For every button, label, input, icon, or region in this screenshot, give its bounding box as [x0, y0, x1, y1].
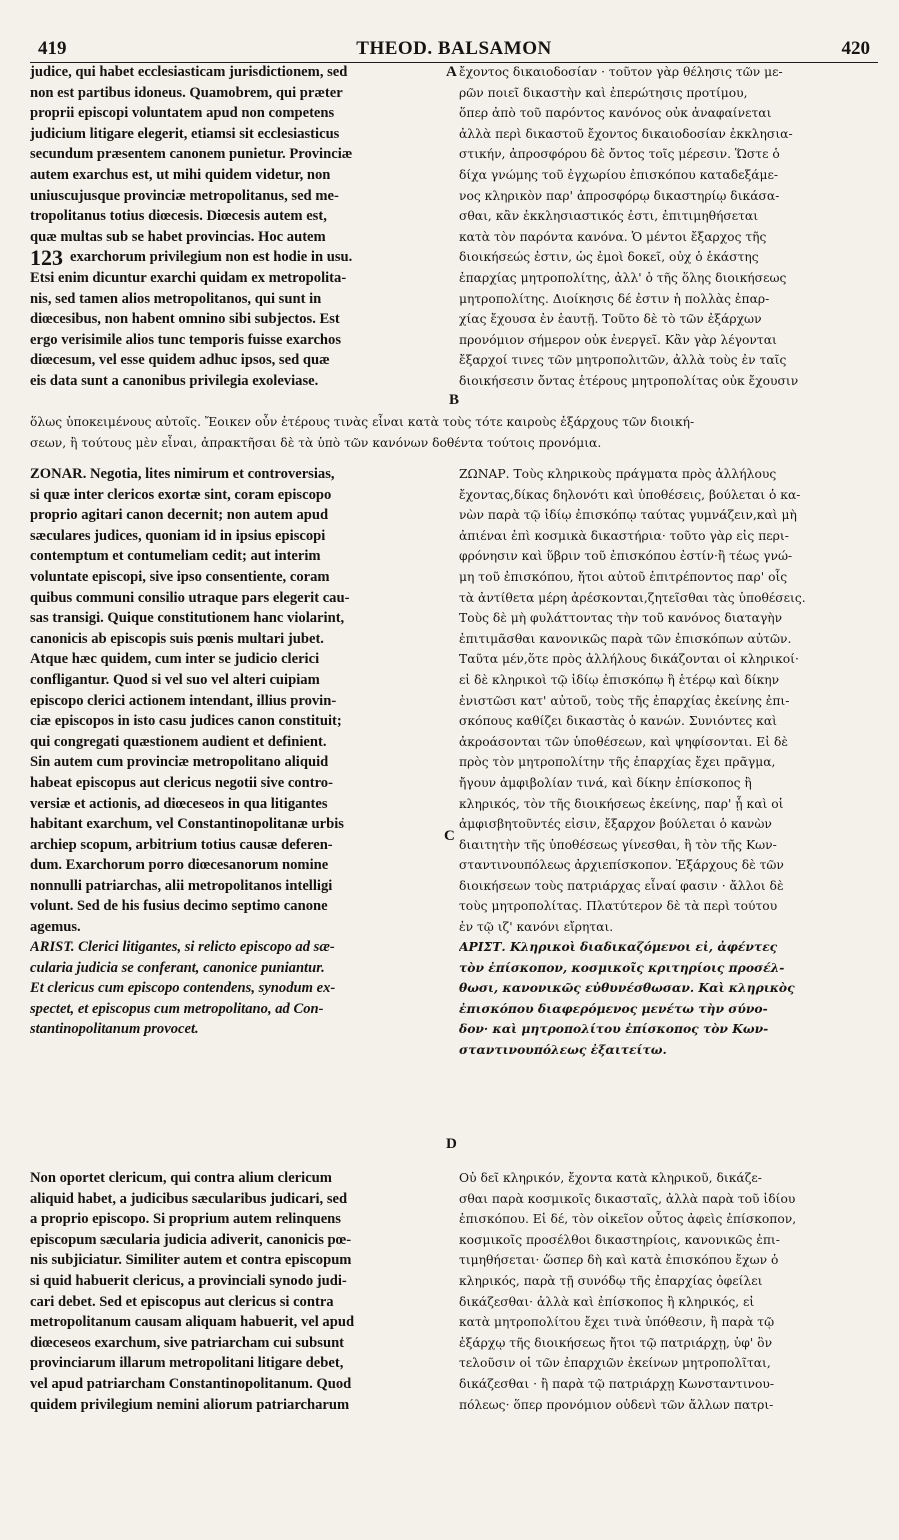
text-line: ἐνιστῶσι κατ' αὐτοῦ, τοὺς τῆς ἐπαρχίας ἐκείνης ἐπι- — [459, 693, 790, 708]
running-title: THEOD. BALSAMON — [356, 38, 552, 59]
text-line: φρόνησιν καὶ ὕβριν τοῦ ἐπισκόπου ἐστίν·ἢ τέως γνώ- — [459, 549, 793, 564]
text-line: ἤγουν ἀμφιβολίαν τινά, καὶ δίκην ἐπίσκοπος ἢ — [459, 775, 752, 790]
running-header — [28, 38, 880, 64]
text-line: πόλεως· ὅπερ προνόμιον οὐδενὶ τῶν ἄλλων πατρι- — [459, 1397, 774, 1412]
text-line: ἐπισκόπου διαφερόμενος μενέτω τὴν σύνο- — [459, 1000, 768, 1016]
text-line: diœcesibus, non habent omnino sibi subjectos. Est — [30, 311, 340, 328]
text-line: διοικήσεων τοὺς πατριάρχας εἶναί φασιν · ἄλλοι δὲ — [459, 878, 784, 893]
text-line: διοικήσεώς ἐστιν, ὡς ἐμοὶ δοκεῖ, οὐχ ὁ ἑκάστης — [459, 250, 759, 265]
text-line: θωσι, κανονικῶς εὐθυνέσθωσαν. Καὶ κληρικὸς — [459, 980, 795, 996]
text-line: judicium litigare elegerit, etiamsi sit ecclesiasticus — [30, 125, 340, 142]
text-line: Οὐ δεῖ κληρικόν, ἔχοντα κατὰ κληρικοῦ, δικάζε- — [459, 1171, 762, 1185]
text-line: ἔχοντος δικαιοδοσίαν · τοῦτον γὰρ θέλησις τῶν με- — [459, 65, 783, 79]
text-line: contemptum et contumeliam cedit; aut interim — [30, 548, 321, 565]
text-line: νος κληρικὸν παρ' ἀπροσφόρῳ δικαστηρίῳ δικάσα- — [459, 188, 780, 203]
latin-commentary-top — [30, 62, 440, 392]
text-line: ὅπερ ἀπὸ τοῦ παρόντος κανόνος οὐκ ἀναφαίνεται — [459, 106, 772, 121]
text-line: Ταῦτα μέν,ὅτε πρὸς ἀλλήλους δικάζονται οἱ κληρικοί· — [459, 652, 799, 667]
text-line: archiep scopum, arbitrium totius causæ deferen- — [30, 836, 333, 853]
text-line: εἰ δὲ κληρικοὶ τῷ ἰδίῳ ἐπισκόπῳ ἢ ἑτέρῳ καὶ δίκην — [459, 672, 780, 687]
text-line: ΑΡΙΣΤ. Κληρικοὶ διαδικαζόμενοι εἰ, ἀφέντες — [459, 939, 778, 954]
text-line: ARIST. Clerici litigantes, si relicto episcopo ad sæ- — [30, 939, 335, 955]
greek-commentary-top — [459, 62, 879, 392]
text-line: ἔχοντας,δίκας δηλονότι καὶ ὑποθέσεις, βούλεται ὁ κα- — [459, 487, 801, 502]
text-line: ciæ episcopos in isto casu judices canon constituit; — [30, 713, 342, 730]
text-line: secundum præsentem canonem punietur. Provinciæ — [30, 146, 353, 163]
text-line: ρῶν ποιεῖ δικαστὴν καὶ ἐπερώτησις προτίμου, — [459, 85, 748, 100]
text-line: ἀμφισβητοῦντές εἰσιν, ἔξαρχον βούλεται ὁ κανὼν — [459, 817, 772, 832]
greek-aristenus-summary — [459, 937, 879, 1061]
text-line: Atque hæc quidem, cum inter se judicio clerici — [30, 651, 320, 668]
text-line: Τοὺς δὲ μὴ φυλάττοντας τὴν τοῦ κανόνος διαταγὴν — [459, 611, 783, 626]
text-line: a proprio episcopo. Si proprium autem relinquens — [30, 1211, 341, 1228]
text-line: spectet, et episcopus cum metropolitano, ad Con- — [30, 1000, 324, 1017]
text-line: σκόπους καθίζει δικαστὰς ὁ κανών. Συνιόντες καὶ — [459, 714, 777, 729]
section-marker-c: C — [444, 828, 455, 844]
page-number-right: 420 — [841, 38, 870, 59]
text-line: nonnulli patriarchas, alii metropolitanos intelligi — [30, 877, 333, 894]
text-line: stantinopolitanum provocet. — [30, 1021, 199, 1038]
text-line: τελοῦσιν οἱ τῶν ἐπαρχιῶν ἐκείνων μητροπολῖται, — [459, 1356, 771, 1371]
text-line: habitant exarchum, vel Constantinopolitanæ urbis — [30, 816, 344, 833]
text-line: ergo verisimile alios tunc temporis fuisse exarchos — [30, 331, 342, 348]
text-line: στικήν, ἀπροσφόρου δὲ ὄντος τοῖς μέρεσιν. Ὥστε ὁ — [459, 147, 780, 162]
text-line: volunt. Sed de his fusius decimo septimo canone — [30, 898, 328, 915]
text-line: voluntate episcopi, sive ipso consentiente, coram — [30, 568, 330, 585]
text-line: aliquid habet, a judicibus sæcularibus judicari, sed — [30, 1190, 348, 1207]
section-marker-a: A — [446, 64, 457, 80]
text-line: Non oportet clericum, qui contra alium clericum — [30, 1170, 332, 1186]
text-line: δικάζεσθαι· ἀλλὰ καὶ ἐπίσκοπος ἢ κληρικός, εἰ — [459, 1294, 755, 1309]
text-line: versiæ et actionis, ad diœceseos in qua litigantes — [30, 795, 328, 812]
text-line: τοὺς μητροπολίτας. Πλατύτερον δὲ τὰ περὶ τούτου — [459, 899, 778, 914]
text-line: σεων, ἢ τούτους μὲν εἶναι, ἀπρακτῆσαι δὲ τὰ ὑπὸ τῶν κανόνων δοθέντα τούτοις προνόμια. — [30, 435, 602, 450]
text-line: σθαι, κἂν ἐκκλησιαστικός ἐστι, ἐπιτιμηθήσεται — [459, 209, 759, 224]
text-line: si quæ inter clericos exortæ sint, coram episcopo — [30, 486, 332, 503]
text-line: δίχα γνώμης τοῦ ἐγχωρίου ἐπισκόπου καταδεξάμε- — [459, 167, 779, 182]
greek-commentary-bottom — [459, 1168, 879, 1415]
text-line: ZONAR. Negotia, lites nimirum et controversias, — [30, 466, 335, 482]
text-line: habeat episcopus aut clericus negotii sive contro- — [30, 774, 333, 791]
text-line: diœcesum, vel esse quidem adhuc ipsos, sed quæ — [30, 352, 330, 369]
text-line: ἀπιέναι ἐπὶ κοσμικὰ δικαστήρια· τοῦτο γὰρ εἰς περι- — [459, 528, 789, 543]
text-line: episcopo clerici actionem intendant, illius provin- — [30, 692, 337, 709]
text-line: eis data sunt a canonibus privilegia exoleviase. — [30, 372, 319, 389]
text-line: tropolitanus totius diœcesis. Diœcesis autem est, — [30, 208, 327, 225]
text-line: σθαι παρὰ κοσμικοῖς δικασταῖς, ἀλλὰ παρὰ τοῦ ἰδίου — [459, 1191, 796, 1206]
margin-number: 123 — [30, 245, 63, 270]
text-line: qui congregati quæstionem audient et definient. — [30, 733, 327, 750]
latin-commentary-bottom — [30, 1168, 440, 1415]
text-line: ἐξάρχῳ τῆς διοικήσεως ἤτοι τῷ πατριάρχῃ, ὑφ' ὃν — [459, 1335, 773, 1350]
text-line: quidem privilegium nemini aliorum patriarcharum — [30, 1396, 350, 1413]
text-line: cularia judicia se conferant, canonice puniantur. — [30, 959, 325, 976]
text-line: ἐπιτιμᾶσθαι κανονικῶς παρὰ τῶν ἐπισκόπων αὐτῶν. — [459, 631, 792, 646]
page-number-left: 419 — [38, 38, 67, 59]
text-line: πρὸς τὸν μητροπολίτην τῆς ἐπαρχίας ἔχει πρᾶγμα, — [459, 755, 776, 770]
text-line: χίας ἔχουσα ἐν ἑαυτῇ. Τοῦτο δὲ τὸ τῶν ἐξάρχων — [459, 312, 762, 327]
text-line: sas transigi. Quique constitutionem hanc violarint, — [30, 610, 345, 627]
text-line: sæculares judices, quoniam id in ipsius episcopi — [30, 527, 326, 544]
text-line: agemus. — [30, 919, 81, 936]
text-line: si quid habuerit clericus, a provinciali synodo judi- — [30, 1272, 347, 1289]
text-line: Et clericus cum episcopo contendens, synodum ex- — [30, 980, 336, 997]
text-line: ὅλως ὑποκειμένους αὐτοῖς. Ἔοικεν οὖν ἑτέρους τινὰς εἶναι κατὰ τοὺς τότε καιροὺς ἐξάρχους τῶν διοική- — [30, 415, 695, 429]
text-line: κατὰ τὸν παρόντα κανόνα. Ὁ μέντοι ἔξαρχος τῆς — [459, 229, 767, 244]
text-line: provinciarum illarum metropolitani litigare debet, — [30, 1355, 344, 1372]
text-line: διαιτητὴν τῆς ὑποθέσεως γίνεσθαι, ἢ τὸν τῆς Κων- — [459, 837, 777, 852]
text-line: quæ multas sub se habet provincias. Hoc autem — [30, 228, 326, 245]
text-line: ἔξαρχοί τινες τῶν μητροπολιτῶν, ἀλλὰ τοὺς ἐν ταῖς — [459, 353, 787, 368]
text-line: metropolitanum causam aliquam habuerit, vel apud — [30, 1314, 355, 1331]
text-line: σταντινουπόλεως ἐξαιτείτω. — [459, 1041, 667, 1057]
text-line: σταντινουπόλεως ἀρχιεπίσκοπον. Ἐξάρχους δὲ τῶν — [459, 858, 784, 873]
text-line: ἐπαρχίας μητροπολίτης, ἀλλ' ὁ τῆς ὅλης διοικήσεως — [459, 270, 787, 285]
text-line: uniuscujusque provinciæ metropolitanus, sed me- — [30, 187, 339, 204]
text-line: quibus communi consilio utraque pars elegerit cau- — [30, 589, 350, 606]
text-line: δον· καὶ μητροπολίτου ἐπίσκοπος τὸν Κων- — [459, 1021, 769, 1037]
text-line: τιμηθήσεται· ὥσπερ δὴ καὶ κατὰ ἐπισκόπου ἔχων ὁ — [459, 1253, 779, 1268]
section-marker-d: D — [446, 1136, 457, 1152]
text-line: judice, qui habet ecclesiasticam jurisdictionem, sed — [30, 64, 348, 80]
greek-zonaras-commentary — [459, 464, 879, 938]
text-line: κατὰ μητροπολίτου ἔχει τινὰ ὑπόθεσιν, ἢ παρὰ τῷ — [459, 1315, 775, 1330]
text-line: episcopum sæcularia judicia adiverit, canonicis pœ- — [30, 1231, 352, 1248]
latin-zonaras-commentary — [30, 464, 440, 938]
text-line: nis, sed tamen alios metropolitanos, qui sunt in — [30, 290, 322, 307]
text-line: non est partibus idoneus. Quamobrem, qui præter — [30, 84, 343, 101]
text-line: κοσμικοῖς προσέλθοι δικαστηρίοις, κανονικῶς ἐπι- — [459, 1232, 780, 1247]
text-line: dum. Exarchorum porro diœcesanorum nomine — [30, 857, 329, 874]
text-line: vel apud patriarcham Constantinopolitanum. Quod — [30, 1375, 352, 1392]
text-line: ἐν τῷ ιζ' κανόνι εἴρηται. — [459, 920, 614, 935]
text-line: autem exarchus est, ut mihi quidem videtur, non — [30, 166, 331, 183]
text-line: confligantur. Quod si vel suo vel alteri cuipiam — [30, 671, 320, 688]
text-line: nis subjiciatur. Similiter autem et contra episcopum — [30, 1252, 352, 1269]
text-line: Etsi enim dicuntur exarchi quidam ex metropolita- — [30, 269, 347, 286]
text-line: κληρικός, τὸν τῆς διοικήσεως ἐκείνης, παρ' ᾗ καὶ οἱ — [459, 796, 784, 811]
text-line: νὼν παρὰ τῷ ἰδίῳ ἐπισκόπῳ ταύτας γυμνάζειν,καὶ μὴ — [459, 508, 797, 523]
text-line: proprio agitari canon decernit; non autem apud — [30, 507, 329, 524]
text-line: ἀλλὰ περὶ δικαστοῦ ἔχοντος δικαιοδοσίαν ἐκκλησια- — [459, 126, 793, 141]
text-line: Sin autem cum provinciæ metropolitano aliquid — [30, 754, 329, 771]
text-line: δικάζεσθαι · ἢ παρὰ τῷ πατριάρχῃ Κωνσταντινου- — [459, 1376, 775, 1391]
text-line: proprii episcopi voluntatem apud non competens — [30, 105, 335, 122]
text-line: ΖΩΝΑΡ. Τοὺς κληρικοὺς πράγματα πρὸς ἀλλήλους — [459, 467, 777, 481]
text-line: κληρικός, παρὰ τῇ συνόδῳ τῆς ἐπαρχίας ὀφείλει — [459, 1273, 763, 1288]
text-line: ἀκροάσονται τῶν ὑποθέσεων, καὶ ψηφίσονται. Εἰ δὲ — [459, 734, 788, 749]
text-line: cari debet. Sed et episcopus aut clericus si contra — [30, 1293, 334, 1310]
text-line: μη τοῦ ἐπισκόπου, ἤτοι αὐτοῦ ἐπιτρέποντος παρ' οἷς — [459, 569, 788, 584]
text-line: diœceseos exarchum, sive patriarcham cui subsunt — [30, 1334, 345, 1351]
text-line: ἐπισκόπου. Εἰ δέ, τὸν οἰκεῖον οὗτος ἀφεὶς ἐπίσκοπον, — [459, 1212, 797, 1227]
text-line: canonicis ab episcopis suis pœnis multari jubet. — [30, 630, 324, 647]
text-line: exarchorum privilegium non est hodie in usu. — [70, 249, 353, 266]
text-line: προνόμιον σήμερον οὐκ ἐνεργεῖ. Κἂν γὰρ λέγονται — [459, 332, 777, 347]
greek-spanning-lines — [30, 412, 880, 453]
text-line: τὰ ἀντίθετα μέρη ἀρέσκονται,ζητεῖσθαι τὰς ὑποθέσεις. — [459, 590, 806, 605]
latin-aristenus-summary — [30, 937, 440, 1040]
text-line: μητροπολίτης. Διοίκησις δέ ἐστιν ἡ πολλὰς ἐπαρ- — [459, 291, 770, 306]
section-marker-b: B — [449, 392, 460, 408]
text-line: διοικήσεσιν ὄντας ἑτέρους μητροπολίτας οὐκ ἔχουσιν — [459, 373, 799, 388]
text-line: τὸν ἐπίσκοπον, κοσμικοῖς κριτηρίοις προσέλ- — [459, 959, 785, 975]
